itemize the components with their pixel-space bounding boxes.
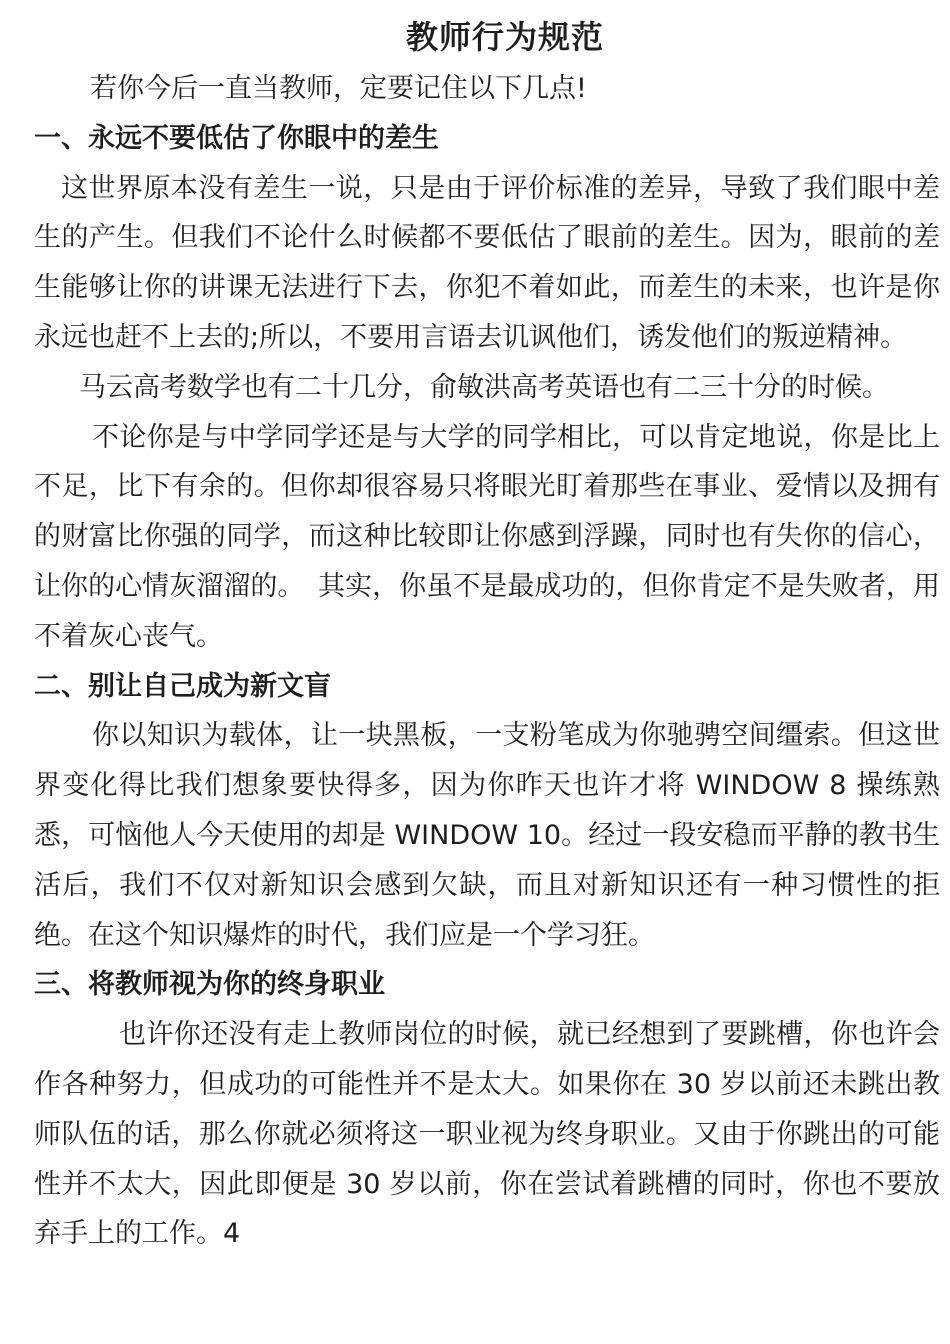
intro-paragraph: 若你今后一直当教师，定要记住以下几点! — [90, 73, 587, 104]
section-3-heading: 三、将教师视为你的终身职业 — [34, 969, 385, 1001]
document-title: 教师行为规范 — [405, 18, 604, 56]
section-1-paragraph-3: 不论你是与中学同学还是与大学的同学相比，可以肯定地说，你是比上不足，比下有余的。但你却很容易只将眼光盯着那些在事业、爱情以及拥有的财富比你强的同学，而这种比较即让你感到浮躁，同时也有失你的信心，让你的心情灰溜溜的。 其实，你虽不是最成功的，但你肯定不是失败者，用不着灰心丧气。 — [34, 421, 940, 652]
document-body — [34, 64, 940, 1259]
section-2-paragraph-1: 你以知识为载体，让一块黑板，一支粉笔成为你驰骋空间缰索。但这世界变化得比我们想象要快得多，因为你昨天也许才将 WINDOW 8 操练熟悉，可恼他人今天使用的却是 WINDOW 10。经过一段安稳而平静的教书生活后，我们不仅对新知识会感到欠缺，而且对新知识还有一种习惯性的拒绝。在这个知识爆炸的时代，我们应是一个学习狂。 — [34, 720, 940, 951]
section-3-paragraph-1: 也许你还没有走上教师岗位的时候，就已经想到了要跳槽，你也许会作各种努力，但成功的可能性并不是太大。如果你在 30 岁以前还未跳出教师队伍的话，那么你就必须将这一职业视为终身职业。又由于你跳出的可能性并不太大，因此即便是 30 岁以前，你在尝试着跳槽的同时，你也不要放弃手上的工作。4 — [34, 1019, 940, 1250]
section-1-paragraph-1: 这世界原本没有差生一说，只是由于评价标准的差异，导致了我们眼中差生的产生。但我们不论什么时候都不要低估了眼前的差生。因为，眼前的差生能够让你的讲课无法进行下去，你犯不着如此，而差生的未来，也许是你永远也赶不上去的;所以，不要用言语去讥讽他们，诱发他们的叛逆精神。 — [34, 172, 940, 353]
section-1-heading: 一、永远不要低估了你眼中的差生 — [34, 122, 439, 154]
section-2-heading: 二、别让自己成为新文盲 — [34, 670, 331, 702]
section-1-paragraph-2: 马云高考数学也有二十几分，俞敏洪高考英语也有二三十分的时候。 — [79, 371, 889, 403]
